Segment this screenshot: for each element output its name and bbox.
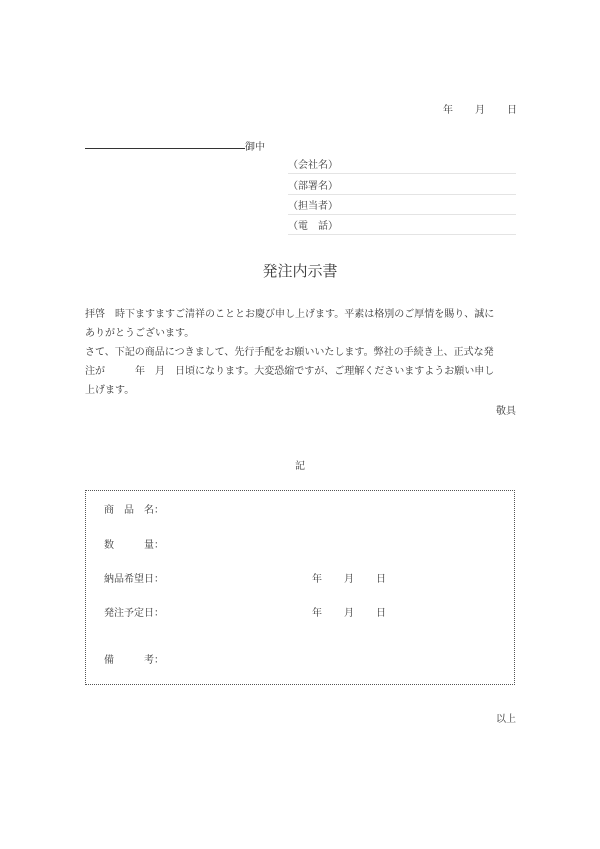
sender-person-row[interactable] — [288, 194, 516, 215]
addressee-suffix: 御中 — [245, 142, 265, 153]
remarks-label: 備 考： — [104, 655, 164, 666]
body-line: ありがとうございます。 — [85, 328, 195, 339]
body-line: 注が 年 月 日頃になります。大変恐縮ですが、ご理解くださいますようお願い申し — [85, 366, 495, 377]
document-date — [443, 101, 517, 116]
body-line: さて、下記の商品につきまして、先行手配をお願いいたします。弊社の手続き上、正式な発 — [85, 347, 494, 358]
order-date-value[interactable] — [312, 604, 386, 619]
delivery-month-unit: 月 — [344, 574, 354, 585]
sender-company-label: （会社名） — [288, 160, 338, 171]
sender-department-label: （部署名） — [288, 181, 338, 192]
delivery-date-label: 納品希望日： — [104, 574, 164, 585]
date-year-unit: 年 — [443, 105, 453, 116]
delivery-year-unit: 年 — [312, 574, 322, 585]
page-title: 発注内示書 — [262, 262, 338, 280]
body-line: 拝啓 時下ますますご清祥のこととお慶び申し上げます。平素は格別のご厚情を賜り、誠に — [85, 309, 495, 320]
date-day-unit: 日 — [507, 105, 517, 116]
ki-heading: 記 — [295, 461, 305, 472]
delivery-day-unit: 日 — [376, 574, 386, 585]
body-line: 上げます。 — [85, 385, 135, 396]
sender-department-row[interactable] — [288, 174, 516, 195]
delivery-date-value[interactable] — [312, 570, 386, 585]
date-month-unit: 月 — [475, 105, 485, 116]
order-date-label: 発注予定日： — [104, 608, 164, 619]
product-name-label: 商 品 名： — [104, 505, 164, 516]
sender-person-label: （担当者） — [288, 201, 338, 212]
sender-phone-row[interactable] — [288, 214, 516, 235]
end-mark: 以上 — [496, 714, 516, 725]
closing-keigu: 敬具 — [496, 406, 516, 417]
sender-phone-label: （電 話） — [288, 221, 338, 232]
quantity-label: 数 量： — [104, 540, 164, 551]
order-day-unit: 日 — [376, 608, 386, 619]
order-month-unit: 月 — [344, 608, 354, 619]
body-paragraph — [85, 305, 525, 400]
sender-company-row[interactable] — [288, 153, 516, 174]
addressee-line[interactable] — [85, 148, 245, 149]
order-details-box — [85, 490, 515, 685]
order-year-unit: 年 — [312, 608, 322, 619]
